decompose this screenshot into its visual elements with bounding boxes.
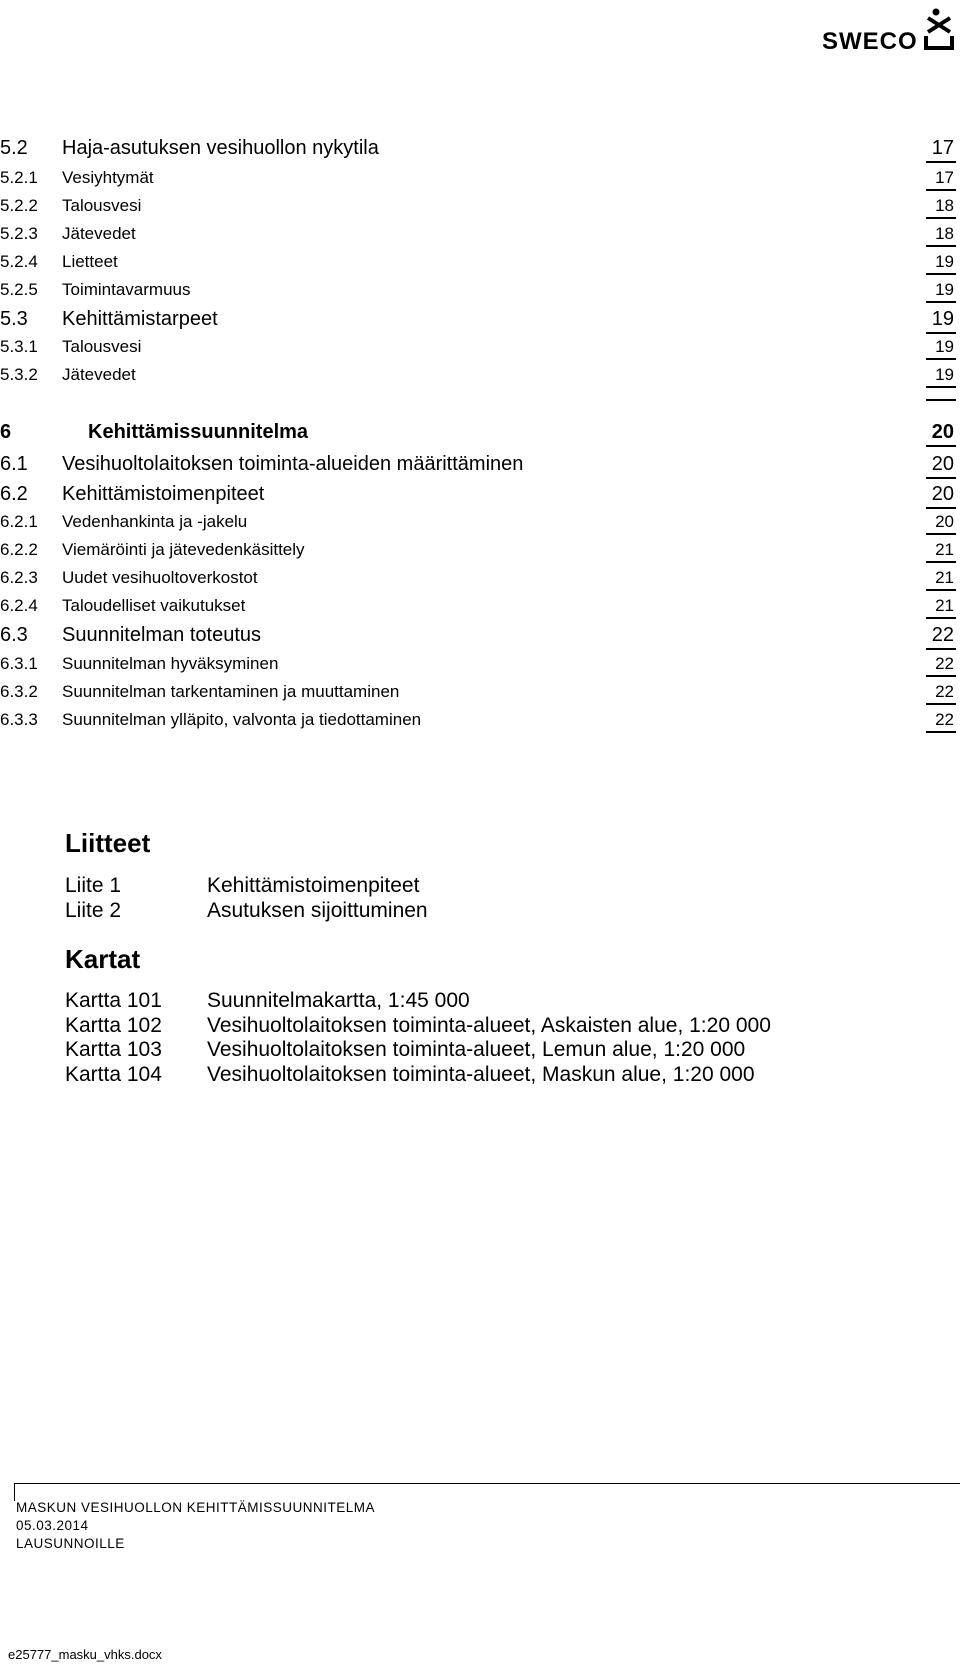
toc-entry-page: 19 — [935, 365, 954, 384]
sweco-logo — [822, 8, 956, 54]
toc-entry-title: Vedenhankinta ja -jakelu — [62, 512, 248, 531]
toc-entry-page: 21 — [935, 568, 954, 587]
attachment-title: Kehittämistoimenpiteet — [207, 874, 420, 897]
toc-page-underline — [926, 445, 956, 447]
toc-entry-number: 6.2.4 — [0, 596, 38, 615]
toc-entry-page: 20 — [931, 453, 954, 475]
toc-entry-page: 17 — [935, 168, 954, 187]
toc-entry-number: 5.2.3 — [0, 224, 38, 243]
toc-page-underline — [926, 273, 956, 275]
toc-page-underline — [926, 399, 956, 401]
attachment-label: Liite 1 — [65, 874, 122, 897]
toc-entry-title: Talousvesi — [62, 337, 142, 356]
toc-entry-number: 5.3.1 — [0, 337, 38, 356]
toc-page-underline — [926, 245, 956, 247]
toc-page-underline — [926, 589, 956, 591]
attachments-heading: Liitteet — [65, 828, 151, 858]
toc-entry-title: Jätevedet — [62, 365, 136, 384]
attachment-item — [65, 874, 419, 898]
toc-entry-page: 20 — [931, 421, 954, 443]
toc-page-underline — [926, 386, 956, 388]
toc-entry-page: 19 — [935, 252, 954, 271]
toc-entry-title: Viemäröinti ja jätevedenkäsittely — [62, 540, 305, 559]
footer-doc-title: MASKUN VESIHUOLLON KEHITTÄMISSUUNNITELMA — [16, 1500, 376, 1515]
map-label: Kartta 103 — [65, 1038, 162, 1061]
map-title: Suunnitelmakartta, 1:45 000 — [207, 989, 470, 1012]
toc-entry-page: 22 — [935, 682, 954, 701]
toc-entry-page: 22 — [935, 710, 954, 729]
toc-page-underline — [926, 301, 956, 303]
toc-page-underline — [926, 477, 956, 479]
toc-entry-number: 6.3 — [0, 624, 28, 646]
toc-entry-page: 21 — [935, 540, 954, 559]
toc-entry-title: Suunnitelman toteutus — [62, 624, 262, 646]
toc-entry-number: 6.3.1 — [0, 654, 38, 673]
toc-entry-title: Toimintavarmuus — [62, 280, 191, 299]
toc-entry-page: 20 — [931, 483, 954, 505]
map-item — [65, 1063, 755, 1087]
logo-wordmark: SWECO — [822, 28, 918, 55]
toc-entry-number: 6.2 — [0, 483, 28, 505]
attachment-item — [65, 899, 428, 923]
toc-entry-number: 6.2.1 — [0, 512, 38, 531]
toc-entry-number: 6.3.2 — [0, 682, 38, 701]
toc-entry-title: Lietteet — [62, 252, 118, 271]
toc-entry-title: Jätevedet — [62, 224, 136, 243]
toc-entry-number: 5.2.5 — [0, 280, 38, 299]
toc-entry-title: Suunnitelman ylläpito, valvonta ja tiedottaminen — [62, 710, 422, 729]
toc-entry-title: Suunnitelman tarkentaminen ja muuttaminen — [62, 682, 400, 701]
toc-entry-page: 17 — [931, 137, 954, 159]
toc-page-underline — [926, 648, 956, 650]
toc-page-underline — [926, 561, 956, 563]
toc-page-underline — [926, 617, 956, 619]
toc-entry-title: Suunnitelman hyväksyminen — [62, 654, 279, 673]
maps-heading: Kartat — [65, 944, 141, 974]
map-label: Kartta 102 — [65, 1014, 162, 1037]
map-title: Vesihuoltolaitoksen toiminta-alueet, Lemun alue, 1:20 000 — [207, 1038, 746, 1061]
toc-entry-page: 22 — [935, 654, 954, 673]
toc-entry-title: Talousvesi — [62, 196, 142, 215]
map-item — [65, 989, 470, 1013]
map-title: Vesihuoltolaitoksen toiminta-alueet, Askaisten alue, 1:20 000 — [207, 1014, 771, 1037]
map-item — [65, 1038, 745, 1062]
footer-divider-tick — [14, 1483, 15, 1501]
toc-entry-number: 6.3.3 — [0, 710, 38, 729]
attachment-label: Liite 2 — [65, 899, 122, 922]
map-label: Kartta 101 — [65, 989, 162, 1012]
toc-entry-page: 20 — [935, 512, 954, 531]
toc-entry-page: 19 — [935, 337, 954, 356]
toc-entry-page: 19 — [931, 308, 954, 330]
toc-entry-number: 5.3.2 — [0, 365, 38, 384]
toc-entry-number: 5.2.2 — [0, 196, 38, 215]
toc-entry-title: Kehittämistarpeet — [62, 308, 218, 330]
toc-page-underline — [926, 358, 956, 360]
map-title: Vesihuoltolaitoksen toiminta-alueet, Maskun alue, 1:20 000 — [207, 1063, 755, 1086]
toc-entry-number: 5.2 — [0, 137, 28, 159]
toc-page-underline — [926, 332, 956, 334]
toc-page-underline — [926, 507, 956, 509]
toc-entry-title: Uudet vesihuoltoverkostot — [62, 568, 258, 587]
toc-entry-page: 22 — [931, 624, 954, 646]
toc-entry-page: 18 — [935, 224, 954, 243]
toc-entry-title: Kehittämissuunnitelma — [88, 421, 309, 443]
toc-entry-page: 21 — [935, 596, 954, 615]
footer-date: 05.03.2014 — [16, 1518, 89, 1533]
map-label: Kartta 104 — [65, 1063, 162, 1086]
toc-entry-number: 6.2.2 — [0, 540, 38, 559]
toc-page-underline — [926, 703, 956, 705]
toc-page-underline — [926, 675, 956, 677]
toc-page-underline — [926, 161, 956, 163]
toc-entry-page: 19 — [935, 280, 954, 299]
toc-entry-title: Kehittämistoimenpiteet — [62, 483, 265, 505]
toc-entry-number: 5.2.1 — [0, 168, 38, 187]
toc-entry-number: 5.2.4 — [0, 252, 38, 271]
footer-divider — [14, 1483, 960, 1484]
footer-filename: e25777_masku_vhks.docx — [8, 1647, 162, 1662]
toc-entry-title: Vesihuoltolaitoksen toiminta-alueiden määrittäminen — [62, 453, 524, 475]
toc-entry-number: 6.2.3 — [0, 568, 38, 587]
toc-entry-number: 6.1 — [0, 453, 28, 475]
toc-entry-title: Haja-asutuksen vesihuollon nykytila — [62, 137, 379, 159]
sweco-logo-icon — [922, 8, 956, 50]
toc-page-underline — [926, 533, 956, 535]
attachment-title: Asutuksen sijoittuminen — [207, 899, 428, 922]
toc-entry-number: 5.3 — [0, 308, 28, 330]
toc-page-underline — [926, 217, 956, 219]
toc-entry-page: 18 — [935, 196, 954, 215]
map-item — [65, 1014, 771, 1038]
toc-entry-title: Vesiyhtymät — [62, 168, 154, 187]
toc-page-underline — [926, 189, 956, 191]
footer-status: LAUSUNNOILLE — [16, 1536, 125, 1551]
toc-entry-number: 6 — [0, 421, 12, 443]
toc-entry-title: Taloudelliset vaikutukset — [62, 596, 246, 615]
toc-page-underline — [926, 731, 956, 733]
